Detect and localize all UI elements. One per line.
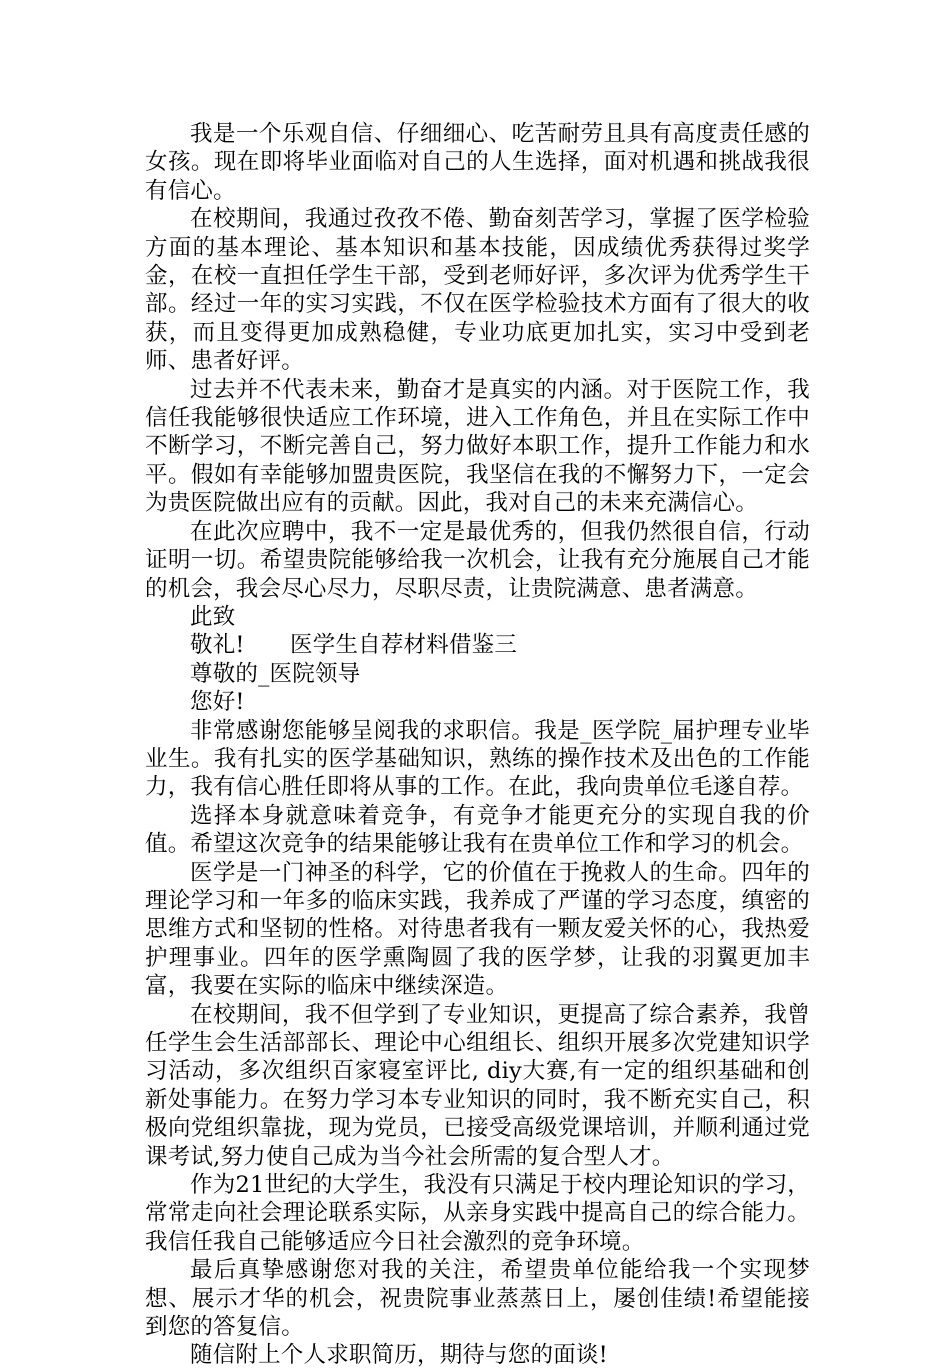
- salutation-greeting: 您好!: [190, 689, 245, 716]
- paragraph-thanks: 非常感谢您能够呈阅我的求职信。我是_医学院_届护理专业毕业生。我有扎实的医学基础知识，熟练的操作技术及出色的工作能力，我有信心胜任即将从事的工作。在此，我向贵单位毛遂自荐。: [145, 717, 810, 801]
- paragraph-21st-century: 作为21世纪的大学生，我没有只满足于校内理论知识的学习，常常走向社会理论联系实际，从亲身实践中提高自己的综合能力。我信任我自己能够适应今日社会激烈的竞争环境。: [145, 1172, 810, 1255]
- closing-jingli-and-heading: 敬礼! 医学生自荐材料借鉴三: [190, 632, 518, 659]
- salutation-recipient: 尊敬的_医院领导: [190, 660, 361, 687]
- letter-body: [145, 120, 810, 1370]
- paragraph-school-period: 在校期间，我通过孜孜不倦、勤奋刻苦学习，掌握了医学检验方面的基本理论、基本知识和基本技能，因成绩优秀获得过奖学金，在校一直担任学生干部，受到老师好评，多次评为优秀学生干部。经过一年的实习实践，不仅在医学检验技术方面有了很大的收获，而且变得更加成熟稳健，专业功底更加扎实，实习中受到老师、患者好评。: [145, 206, 810, 375]
- paragraph-medicine: 医学是一门神圣的科学，它的价值在于挽救人的生命。四年的理论学习和一年多的临床实践，我养成了严谨的学习态度，缜密的思维方式和坚韧的性格。对待患者我有一颗友爱关怀的心，我热爱护理事业。四年的医学熏陶圆了我的医学梦，让我的羽翼更加丰富，我要在实际的临床中继续深造。: [145, 859, 810, 1000]
- paragraph-competition: 选择本身就意味着竞争，有竞争才能更充分的实现自我的价值。希望这次竞争的结果能够让我有在贵单位工作和学习的机会。: [145, 802, 810, 858]
- closing-cizhi: 此致: [190, 603, 236, 630]
- paragraph-school-activities: 在校期间，我不但学到了专业知识，更提高了综合素养，我曾任学生会生活部部长、理论中心组组长、组织开展多次党建知识学习活动，多次组织百家寝室评比, diy大赛,有一定的组织基础和创新处事能力。在努力学习本专业知识的同时，我不断充实自己，积极向党组织靠拢，现为党员，已接受高级党课培训，并顺利通过党课考试,努力使自己成为当今社会所需的复合型人才。: [145, 1001, 810, 1170]
- paragraph-application: 在此次应聘中，我不一定是最优秀的，但我仍然很自信，行动证明一切。希望贵院能够给我一次机会，让我有充分施展自己才能的机会，我会尽心尽力，尽职尽责，让贵院满意、患者满意。: [145, 518, 810, 602]
- paragraph-attachment: 随信附上个人求职简历，期待与您的面谈!: [190, 1342, 608, 1369]
- paragraph-past-future: 过去并不代表未来，勤奋才是真实的内涵。对于医院工作，我信任我能够很快适应工作环境，进入工作角色，并且在实际工作中不断学习，不断完善自己，努力做好本职工作，提升工作能力和水平。假如有幸能够加盟贵医院，我坚信在我的不懈努力下，一定会为贵医院做出应有的贡献。因此，我对自己的未来充满信心。: [145, 376, 810, 517]
- paragraph-self-intro: 我是一个乐观自信、仔细细心、吃苦耐劳且具有高度责任感的女孩。现在即将毕业面临对自己的人生选择，面对机遇和挑战我很有信心。: [145, 121, 810, 204]
- paragraph-final-thanks: 最后真挚感谢您对我的关注，希望贵单位能给我一个实现梦想、展示才华的机会，祝贵院事业蒸蒸日上，屡创佳绩!希望能接到您的答复信。: [145, 1257, 810, 1341]
